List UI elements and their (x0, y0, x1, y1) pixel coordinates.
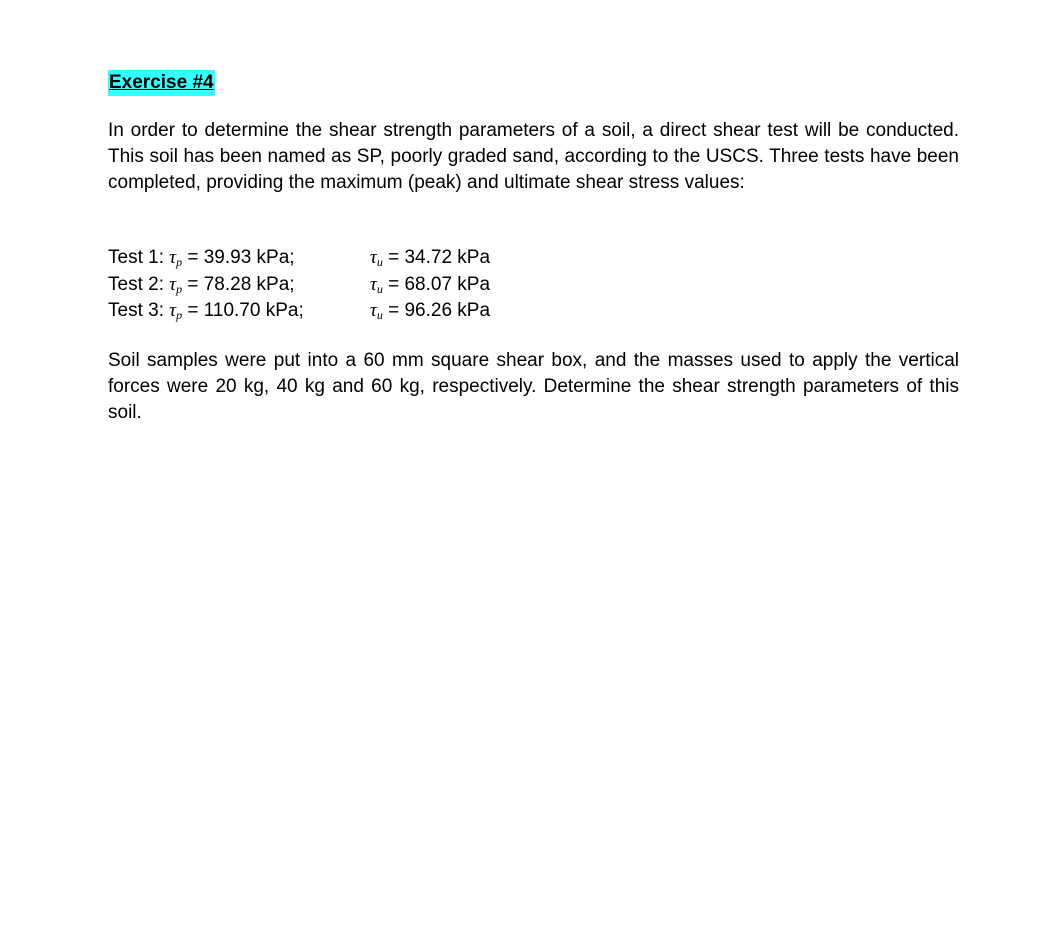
ultimate-value: = 96.26 kPa (388, 300, 491, 321)
tau-symbol: $\tau_u$ (370, 247, 383, 269)
test-label: Test 2: (108, 273, 164, 295)
ultimate-stress (370, 245, 490, 272)
intro-paragraph: In order to determine the shear strength parameters of a soil, a direct shear test will be conducted. This soil has been named as SP, poorly graded sand, according to the USCS. Three tests have been completed, providing the maximum (peak) and ultimate shear stress values: (108, 120, 959, 193)
tau-symbol: $\tau_p$ (169, 247, 183, 269)
tau-symbol: $\tau_p$ (169, 300, 183, 322)
peak-value: = 110.70 kPa; (187, 300, 304, 321)
ultimate-value: = 68.07 kPa (388, 273, 491, 295)
ultimate-stress (370, 298, 490, 325)
test-label: Test 3: (108, 300, 164, 321)
peak-stress (108, 298, 304, 325)
peak-stress (108, 272, 295, 299)
peak-value: = 78.28 kPa; (187, 273, 295, 295)
tau-symbol: $\tau_u$ (370, 273, 383, 296)
tau-symbol: $\tau_u$ (370, 300, 383, 322)
tau-symbol: $\tau_p$ (169, 273, 183, 296)
task-paragraph: Soil samples were put into a 60 mm square shear box, and the masses used to apply the vertical forces were 20 kg, 40 kg and 60 kg, respectively. Determine the shear strength parameters of this soil. (108, 350, 959, 423)
exercise-title: Exercise #4 (108, 70, 215, 96)
peak-value: = 39.93 kPa; (187, 247, 295, 268)
test-label: Test 1: (108, 247, 164, 268)
ultimate-stress (370, 272, 490, 299)
peak-stress (108, 245, 295, 272)
ultimate-value: = 34.72 kPa (388, 247, 491, 268)
